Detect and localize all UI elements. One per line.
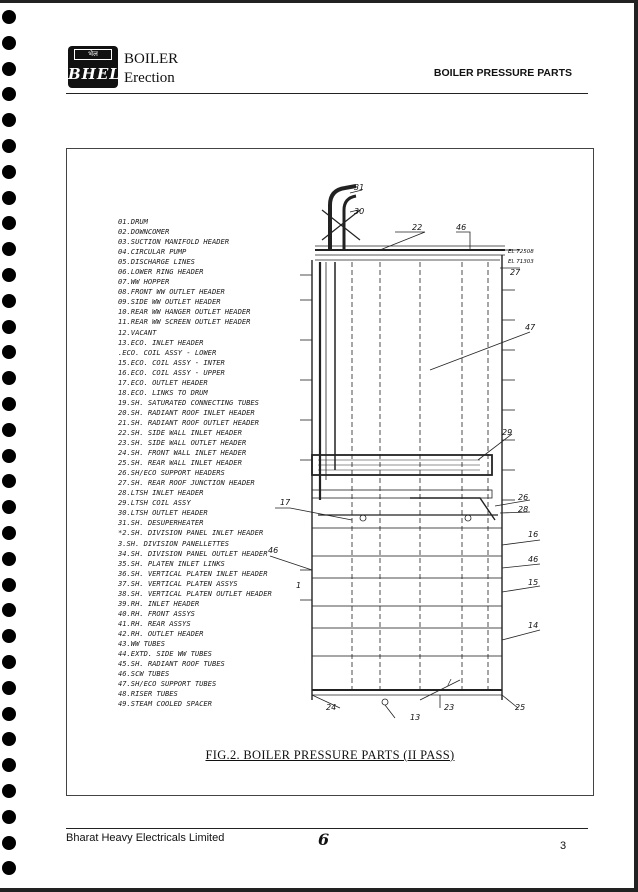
- label-24: 24: [326, 703, 337, 712]
- label-22: 22: [412, 223, 423, 232]
- label-30: 30: [354, 207, 365, 216]
- legend-item: 29.LTSH COIL ASSY: [118, 498, 191, 508]
- label-15: 15: [528, 578, 539, 587]
- legend-item: 12.VACANT: [118, 327, 157, 337]
- legend-item: 27.SH. REAR ROOF JUNCTION HEADER: [118, 478, 255, 488]
- footer-rule: [66, 828, 588, 829]
- legend-item: 16.ECO. COIL ASSY - UPPER: [118, 367, 225, 377]
- legend-item: 04.CIRCULAR PUMP: [118, 247, 187, 257]
- legend-item: 3.SH. DIVISION PANELLETTES: [118, 538, 230, 548]
- legend-item: 15.ECO. COIL ASSY - INTER: [118, 357, 225, 367]
- label-47: 47: [525, 323, 536, 332]
- legend-item: 31.SH. DESUPERHEATER: [118, 518, 204, 528]
- legend-item: 10.REAR WW HANGER OUTLET HEADER: [118, 307, 251, 317]
- legend-item: 30.LTSH OUTLET HEADER: [118, 508, 208, 518]
- label-el1: EL 72508: [508, 249, 534, 255]
- legend-item: 42.RH. OUTLET HEADER: [118, 628, 204, 638]
- label-13: 13: [410, 713, 421, 722]
- legend-item: 09.SIDE WW OUTLET HEADER: [118, 297, 221, 307]
- legend-item: 40.RH. FRONT ASSYS: [118, 608, 195, 618]
- label-28: 28: [518, 505, 529, 514]
- label-27: 27: [510, 268, 521, 277]
- legend-item: 03.SUCTION MANIFOLD HEADER: [118, 237, 230, 247]
- legend-item: 48.RISER TUBES: [118, 689, 178, 699]
- legend-item: 19.SH. SATURATED CONNECTING TUBES: [118, 397, 259, 407]
- legend-item: 47.SH/ECO SUPPORT TUBES: [118, 679, 217, 689]
- section-title: BOILER PRESSURE PARTS: [433, 67, 572, 79]
- label-1: 1: [296, 581, 302, 590]
- label-25: 25: [515, 703, 526, 712]
- label-small: /: [448, 678, 451, 687]
- page-number: 3: [560, 840, 567, 852]
- logo-hindi: भेल: [74, 49, 112, 60]
- legend-item: 11.REAR WW SCREEN OUTLET HEADER: [118, 317, 251, 327]
- legend-item: 46.SCW TUBES: [118, 669, 170, 679]
- legend-item: 13.ECO. INLET HEADER: [118, 337, 204, 347]
- legend-item: 21.SH. RADIANT ROOF OUTLET HEADER: [118, 417, 259, 427]
- legend-item: 28.LTSH INLET HEADER: [118, 488, 204, 498]
- legend-item: 43.WW TUBES: [118, 638, 165, 648]
- label-14: 14: [528, 621, 539, 630]
- label-16: 16: [528, 530, 539, 539]
- legend-item: 38.SH. VERTICAL PLATEN OUTLET HEADER: [118, 588, 272, 598]
- legend-item: 25.SH. REAR WALL INLET HEADER: [118, 458, 242, 468]
- legend-item: 20.SH. RADIANT ROOF INLET HEADER: [118, 407, 255, 417]
- label-46-right: 46: [528, 555, 539, 564]
- label-31: 31: [354, 183, 365, 192]
- label-46-left: 46: [268, 546, 279, 555]
- legend-item: 36.SH. VERTICAL PLATEN INLET HEADER: [118, 568, 268, 578]
- legend-item: 49.STEAM COOLED SPACER: [118, 699, 212, 709]
- legend-item: 23.SH. SIDE WALL OUTLET HEADER: [118, 438, 247, 448]
- legend-item: 08.FRONT WW OUTLET HEADER: [118, 287, 225, 297]
- label-17: 17: [280, 498, 291, 507]
- label-26: 26: [518, 493, 529, 502]
- footer-handwritten-number: 6: [318, 830, 330, 849]
- label-46-top: 46: [456, 223, 467, 232]
- legend-item: 37.SH. VERTICAL PLATEN ASSYS: [118, 578, 238, 588]
- legend-item: 41.RH. REAR ASSYS: [118, 618, 191, 628]
- legend-item: 44.EXTD. SIDE WW TUBES: [118, 649, 212, 659]
- legend-item: 34.SH. DIVISION PANEL OUTLET HEADER: [118, 548, 268, 558]
- label-el2: EL 71303: [508, 259, 534, 265]
- legend-item: 05.DISCHARGE LINES: [118, 257, 195, 267]
- legend-item: 22.SH. SIDE WALL INLET HEADER: [118, 427, 242, 437]
- legend-item: 45.SH. RADIANT ROOF TUBES: [118, 659, 225, 669]
- legend-item: 07.WW HOPPER: [118, 277, 170, 287]
- footer-company: Bharat Heavy Electricals Limited: [66, 832, 225, 844]
- legend-item: 39.RH. INLET HEADER: [118, 598, 200, 608]
- legend-item: .ECO. COIL ASSY - LOWER: [118, 347, 217, 357]
- legend-item: 26.SH/ECO SUPPORT HEADERS: [118, 468, 225, 478]
- figure-caption: FIG.2. BOILER PRESSURE PARTS (II PASS): [205, 748, 455, 762]
- legend-item: 18.ECO. LINKS TO DRUM: [118, 387, 208, 397]
- header-title-line1: BOILER: [124, 51, 179, 67]
- legend-item: 01.DRUM: [118, 217, 148, 226]
- legend-item: 17.ECO. OUTLET HEADER: [118, 377, 208, 387]
- logo-mark: BHEL: [68, 65, 121, 83]
- legend-item: *2.SH. DIVISION PANEL INLET HEADER: [118, 528, 264, 538]
- legend-item: 35.SH. PLATEN INLET LINKS: [118, 558, 225, 568]
- label-23: 23: [444, 703, 455, 712]
- legend-item: 06.LOWER RING HEADER: [118, 267, 204, 277]
- legend-item: 02.DOWNCOMER: [118, 227, 170, 237]
- label-29: 29: [502, 428, 513, 437]
- header-title-line2: Erection: [124, 70, 175, 86]
- legend-item: 24.SH. FRONT WALL INLET HEADER: [118, 448, 247, 458]
